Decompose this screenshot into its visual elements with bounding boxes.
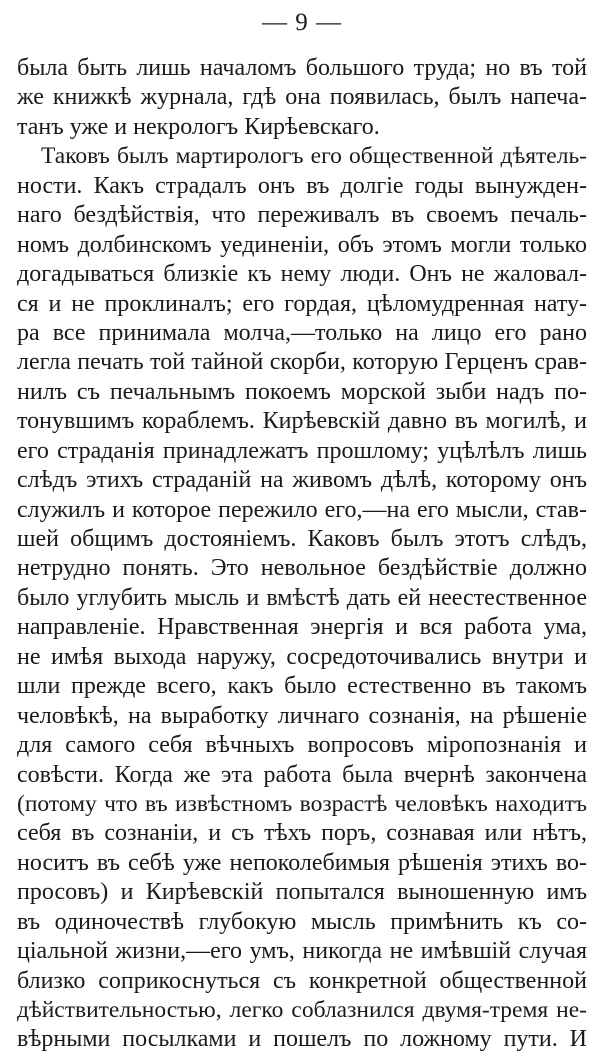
text-line: не имѣя выхода наружу, сосредоточивались внутри и [17,643,587,670]
text-line: шли прежде всего, какъ было естественно въ такомъ [17,673,587,700]
text-line: (потому что въ извѣстномъ возрастѣ человѣкъ находитъ [17,790,587,817]
text-line: нилъ съ печальнымъ покоемъ морской зыби надъ по- [17,378,587,405]
text-line: слѣдъ этихъ страданій на живомъ дѣлѣ, которому онъ [17,467,587,494]
body-text [17,54,587,1055]
text-line: близко соприкоснуться съ конкретной общественной [17,967,587,994]
text-line: направленіе. Нравственная энергія и вся работа ума, [17,614,587,641]
text-line: служилъ и которое пережило его,—на его мысли, став- [17,496,587,523]
text-line: тонувшимъ кораблемъ. Кирѣевскій давно въ могилѣ, и [17,408,587,435]
text-line: просовъ) и Кирѣевскій попытался выношенную имъ [17,879,587,906]
text-line: для самого себя вѣчныхъ вопросовъ міропознанія и [17,732,587,759]
text-line: дѣйствительностью, легко соблазнился двумя-тремя не- [17,997,587,1023]
text-line: совѣсти. Когда же эта работа была вчернѣ закончена [17,761,587,788]
text-line: же книжкѣ журнала, гдѣ она появилась, былъ напеча- [17,84,587,111]
text-line: себя въ сознаніи, и съ тѣхъ поръ, сознавая или нѣтъ, [17,820,587,847]
text-line: ся и не проклиналъ; его гордая, цѣломудренная нату- [17,290,587,317]
text-line: догадываться близкіе къ нему люди. Онъ не жаловал- [17,261,587,288]
text-line: ра все принимала молча,—только на лицо его рано [17,319,587,346]
paragraph-first-line: Таковъ былъ мартирологъ его общественной дѣятель- [41,143,587,170]
text-line: его страданія принадлежатъ прошлому; уцѣлѣлъ лишь [17,437,587,464]
text-line: номъ долбинскомъ уединеніи, объ этомъ могли только [17,231,587,258]
text-line: наго бездѣйствія, что переживалъ въ своемъ печаль- [17,202,587,229]
text-line: нетрудно понять. Это невольное бездѣйствіе должно [17,555,587,582]
text-line: была быть лишь началомъ большого труда; но въ той [17,55,587,81]
text-line: ціальной жизни,—его умъ, никогда не имѣвшій случая [17,938,587,965]
text-line: легла печать той тайной скорби, которую Герценъ срав- [17,349,587,376]
text-line: танъ уже и некрологъ Кирѣевскаго. [17,113,380,140]
text-line: ности. Какъ страдалъ онъ въ долгіе годы вынужден- [17,172,587,199]
text-line: шей общимъ достояніемъ. Каковъ былъ этотъ слѣдъ, [17,526,587,552]
text-line: носитъ въ себѣ уже непоколебимыя рѣшенія этихъ во- [17,849,587,876]
page-number: — 9 — [262,9,342,36]
text-line: человѣкѣ, на выработку личнаго сознанія, на рѣшеніе [17,702,587,729]
text-line: было углубить мысль и вмѣстѣ дать ей неестественное [17,584,587,611]
text-line: въ одиночествѣ глубокую мысль примѣнить къ со- [17,908,587,935]
text-line: вѣрными посылками и пошелъ по ложному пути. И [17,1026,587,1053]
